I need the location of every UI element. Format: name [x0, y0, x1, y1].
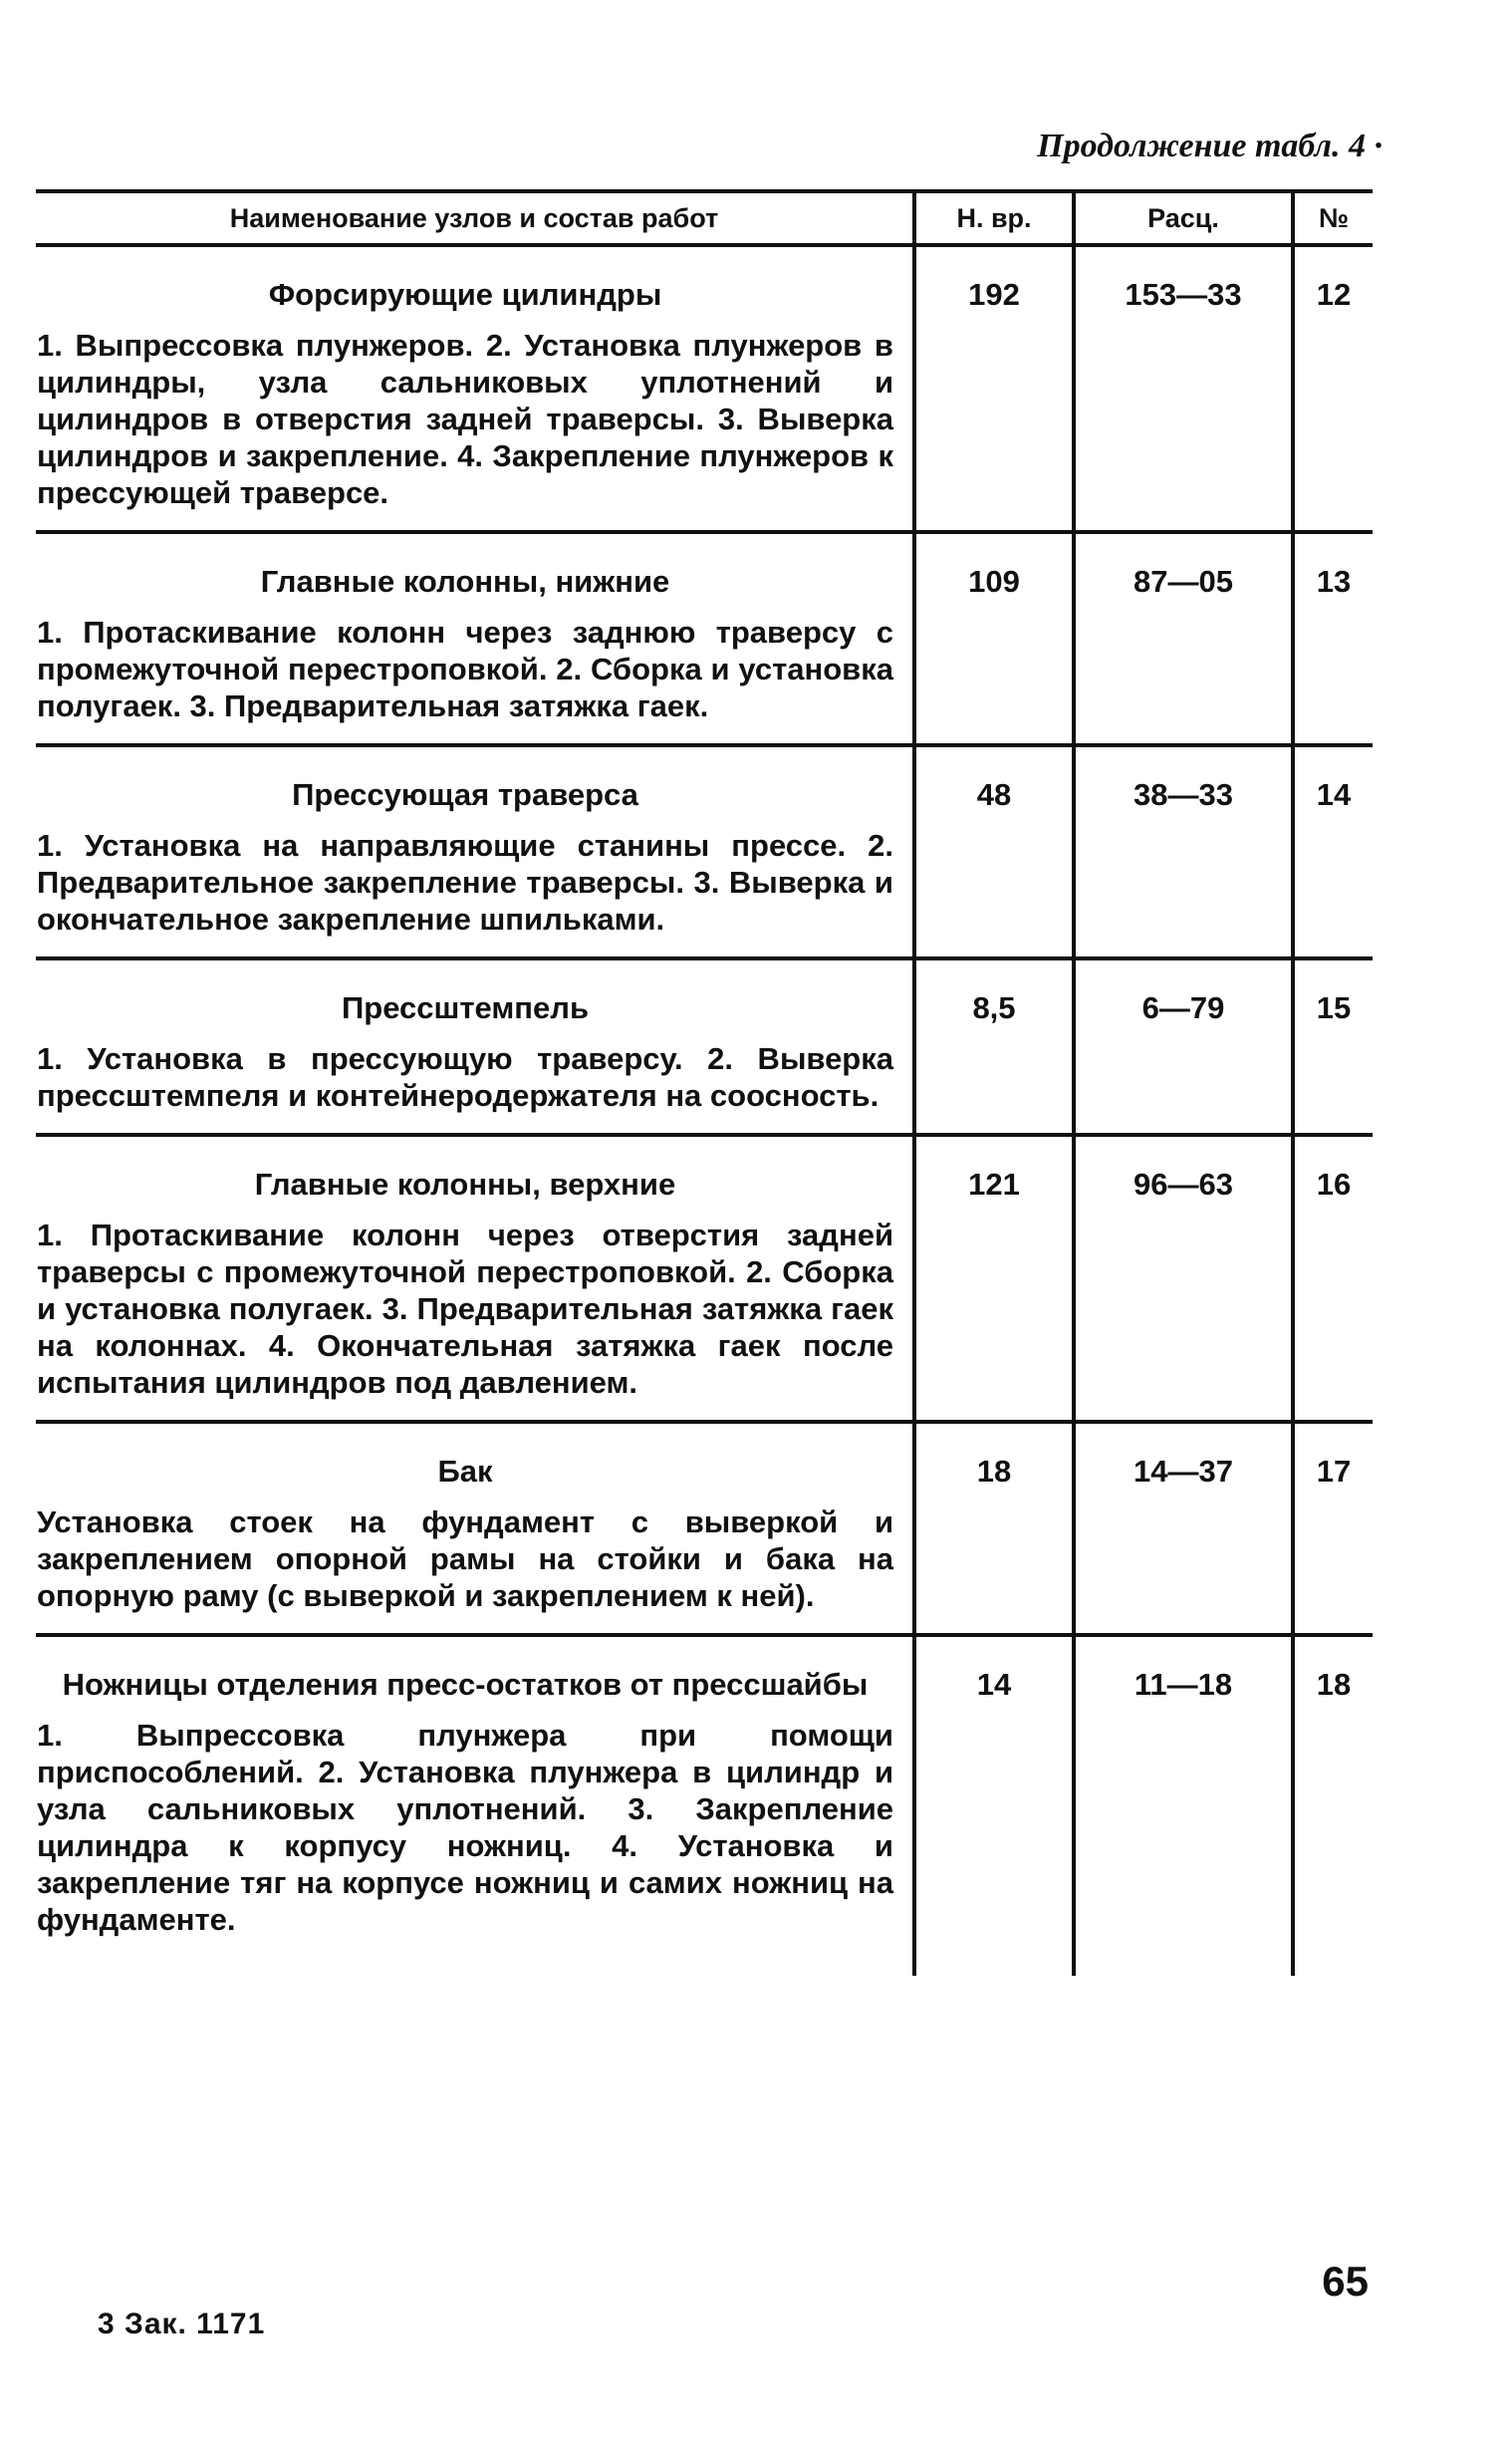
table-row [36, 245, 1373, 532]
work-cell [36, 1635, 914, 1976]
row-description: 1. Протаскивание колонн через отверстия задней траверсы с промежуточной перестроповкой. 2. Сборка и установка полугаек. 3. Предварительная затяжка гаек на колоннах. 4. Окончательная затяжка гаек после испытания цилиндров под давлением. [37, 1218, 893, 1400]
item-number: 13 [1316, 564, 1352, 599]
hours-value: 192 [968, 277, 1020, 312]
row-title: Форсирующие цилиндры [268, 277, 662, 312]
work-cell [36, 745, 914, 958]
hours-value: 18 [976, 1454, 1012, 1489]
rate-value: 153—33 [1125, 277, 1242, 312]
row-title: Бак [437, 1454, 493, 1489]
item-number: 17 [1316, 1454, 1352, 1489]
page-number: 65 [1322, 2258, 1369, 2305]
row-title: Прессштемпель [341, 990, 590, 1025]
table-row [36, 1135, 1373, 1422]
table-header-row [36, 191, 1373, 245]
table-body [36, 245, 1373, 1976]
item-number: 15 [1316, 990, 1352, 1025]
table-row [36, 1422, 1373, 1635]
work-cell [36, 245, 914, 532]
column-header-rate: Расц. [1074, 191, 1293, 245]
row-description: Установка стоек на фундамент с выверкой и закреплением опорной рамы на стойки и бака на опорную раму (с выверкой и закреплением к ней). [37, 1504, 893, 1613]
table-row [36, 958, 1373, 1135]
column-header-name: Наименование узлов и состав работ [36, 191, 914, 245]
table-row [36, 1635, 1373, 1976]
hours-value: 8,5 [972, 990, 1016, 1025]
table-continuation-caption: Продолжение табл. 4 · [1037, 128, 1383, 164]
row-title: Ножницы отделения пресс-остатков от прессшайбы [62, 1667, 869, 1702]
rate-value: 38—33 [1134, 777, 1233, 812]
work-cell [36, 958, 914, 1135]
row-description: 1. Выпрессовка плунжера при помощи приспособлений. 2. Установка плунжера в цилиндр и узла сальниковых уплотнений. 3. Закрепление цилиндра к корпусу ножниц. 4. Установка и закрепление тяг на корпусе ножниц и самих ножниц на фундаменте. [37, 1718, 893, 1937]
work-cell [36, 1422, 914, 1635]
item-number: 18 [1316, 1667, 1352, 1702]
hours-value: 14 [976, 1667, 1012, 1702]
work-cell [36, 1135, 914, 1422]
item-number: 14 [1316, 777, 1352, 812]
row-title: Главные колонны, нижние [260, 564, 670, 599]
row-title: Главные колонны, верхние [254, 1167, 676, 1202]
row-description: 1. Установка в прессующую траверсу. 2. Выверка прессштемпеля и контейнеродержателя на соосность. [37, 1041, 893, 1113]
row-description: 1. Протаскивание колонн через заднюю траверсу с промежуточной перестроповкой. 2. Сборка и установка полугаек. 3. Предварительная затяжка гаек. [37, 615, 893, 723]
table-row [36, 745, 1373, 958]
rate-value: 14—37 [1134, 1454, 1233, 1489]
item-number: 16 [1316, 1167, 1352, 1202]
rate-value: 6—79 [1141, 990, 1225, 1025]
print-order-number: 3 Зак. 1171 [98, 2308, 266, 2340]
column-header-number: № [1293, 191, 1373, 245]
item-number: 12 [1316, 277, 1352, 312]
hours-value: 121 [968, 1167, 1020, 1202]
hours-value: 48 [976, 777, 1012, 812]
work-cell [36, 532, 914, 745]
hours-value: 109 [968, 564, 1020, 599]
column-header-hours: Н. вр. [914, 191, 1074, 245]
table-header [36, 191, 1373, 245]
work-norms-table [36, 189, 1373, 1976]
row-title: Прессующая траверса [292, 777, 638, 812]
rate-value: 96—63 [1134, 1167, 1233, 1202]
row-description: 1. Выпрессовка плунжеров. 2. Установка плунжеров в цилиндры, узла сальниковых уплотнений и цилиндров в отверстия задней траверсы. 3. Выверка цилиндров и закрепление. 4. Закрепление плунжеров к прессующей траверсе. [37, 328, 893, 510]
rate-value: 11—18 [1134, 1667, 1233, 1702]
row-description: 1. Установка на направляющие станины прессе. 2. Предварительное закрепление траверсы. 3. Выверка и окончательное закрепление шпильками. [37, 828, 893, 937]
table-row [36, 532, 1373, 745]
rate-value: 87—05 [1134, 564, 1233, 599]
